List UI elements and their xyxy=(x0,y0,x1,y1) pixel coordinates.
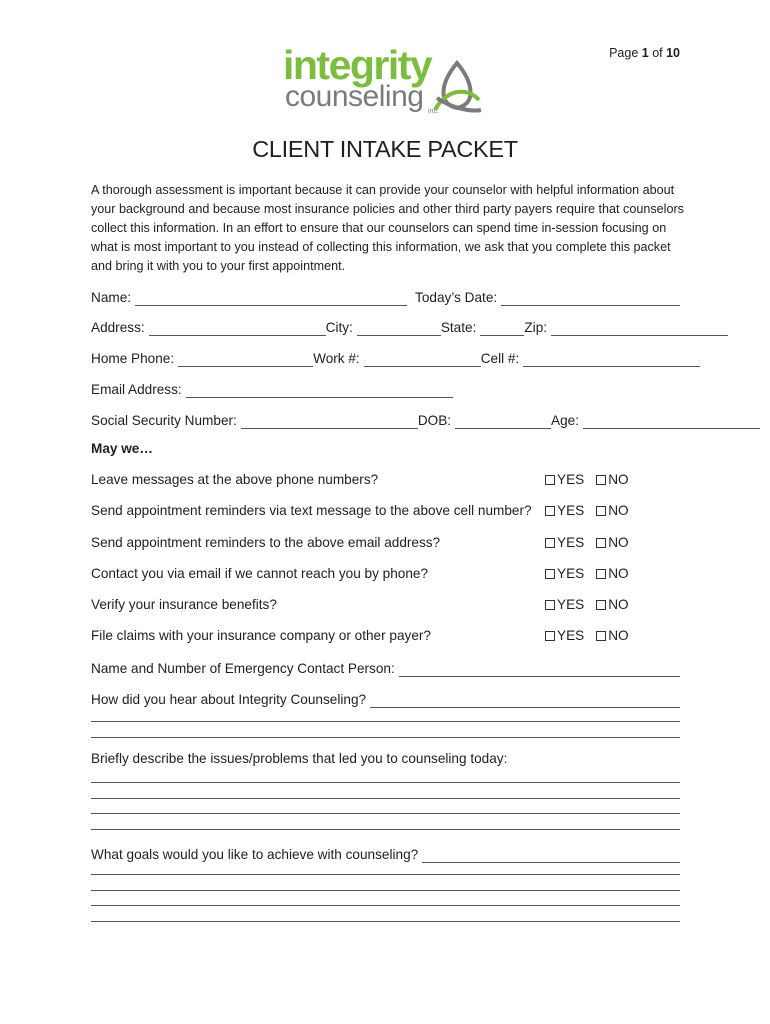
yes-checkbox[interactable] xyxy=(545,472,584,487)
page-number xyxy=(609,46,680,60)
yes-no-group xyxy=(545,535,641,550)
city-label: City: xyxy=(325,320,353,335)
row-email xyxy=(91,378,680,398)
age-label: Age: xyxy=(551,413,580,428)
yes-no-group xyxy=(545,566,641,581)
age-field[interactable] xyxy=(583,413,760,429)
no-label: NO xyxy=(608,535,629,550)
row-emergency xyxy=(91,657,680,677)
row-name-date xyxy=(91,286,680,306)
page-current: 1 xyxy=(641,46,649,60)
yes-label: YES xyxy=(557,566,585,581)
email-label: Email Address: xyxy=(91,382,182,397)
todays-date-label: Today’s Date: xyxy=(415,290,498,305)
no-label: NO xyxy=(608,472,629,487)
checkbox-icon xyxy=(545,506,555,516)
row-phones xyxy=(91,347,680,367)
checkbox-icon xyxy=(545,475,555,485)
goals-label: What goals would you like to achieve with counseling? xyxy=(91,847,419,862)
yes-label: YES xyxy=(557,597,585,612)
may-we-heading: May we… xyxy=(91,441,153,456)
cell-label: Cell #: xyxy=(480,351,520,366)
yes-no-group xyxy=(545,503,641,518)
no-checkbox[interactable] xyxy=(596,566,628,581)
cell-field[interactable] xyxy=(523,351,700,367)
question-file-claims: File claims with your insurance company or other payer? xyxy=(91,628,431,643)
yes-checkbox[interactable] xyxy=(545,535,584,550)
row-goals xyxy=(91,843,680,863)
document-title: CLIENT INTAKE PACKET xyxy=(252,136,518,162)
ssn-label: Social Security Number: xyxy=(91,413,237,428)
no-checkbox[interactable] xyxy=(596,628,628,643)
checkbox-icon xyxy=(596,600,606,610)
row-ssn xyxy=(91,409,680,429)
question-verify-insurance: Verify your insurance benefits? xyxy=(91,597,277,612)
yes-label: YES xyxy=(557,535,585,550)
intro-paragraph: A thorough assessment is important because it can provide your counselor with helpful information about your background and because most insurance policies and other third party payers require that counselors collect this information. In an effort to ensure that our counselors can spend time in-session focusing on what is most important to you instead of collecting this information, we ask that you complete this packet and bring it with you to your first appointment. xyxy=(91,183,684,273)
no-label: NO xyxy=(608,628,629,643)
yes-label: YES xyxy=(557,503,585,518)
state-label: State: xyxy=(440,320,477,335)
checkbox-icon xyxy=(596,538,606,548)
checkbox-icon xyxy=(545,600,555,610)
state-field[interactable] xyxy=(480,320,524,336)
name-field[interactable] xyxy=(135,290,407,306)
yes-checkbox[interactable] xyxy=(545,628,584,643)
logo-inc: inc. xyxy=(428,108,439,115)
home-phone-field[interactable] xyxy=(178,351,313,367)
heard-field-line-2[interactable] xyxy=(91,721,680,738)
goals-field-line-2[interactable] xyxy=(91,874,680,891)
question-email-contact: Contact you via email if we cannot reach you by phone? xyxy=(91,566,429,581)
trinity-knot-icon xyxy=(431,60,483,116)
checkbox-icon xyxy=(545,538,555,548)
question-text-reminders: Send appointment reminders via text message to the above cell number? xyxy=(91,503,532,518)
name-label: Name: xyxy=(91,290,132,305)
work-field[interactable] xyxy=(364,351,481,367)
checkbox-icon xyxy=(545,631,555,641)
dob-label: DOB: xyxy=(417,413,452,428)
yes-checkbox[interactable] xyxy=(545,566,584,581)
dob-field[interactable] xyxy=(455,413,551,429)
address-field[interactable] xyxy=(149,320,326,336)
yes-no-group xyxy=(545,472,641,487)
todays-date-field[interactable] xyxy=(501,290,680,306)
city-field[interactable] xyxy=(357,320,441,336)
yes-no-group xyxy=(545,628,641,643)
no-checkbox[interactable] xyxy=(596,503,628,518)
no-checkbox[interactable] xyxy=(596,472,628,487)
issues-field-line-2[interactable] xyxy=(91,813,680,830)
integrity-counseling-logo xyxy=(283,42,493,122)
email-field[interactable] xyxy=(186,382,453,398)
logo-word-integrity: integrity xyxy=(283,42,432,88)
yes-checkbox[interactable] xyxy=(545,503,584,518)
ssn-field[interactable] xyxy=(241,413,418,429)
row-address xyxy=(91,316,680,336)
zip-label: Zip: xyxy=(524,320,548,335)
checkbox-icon xyxy=(596,569,606,579)
heard-label: How did you hear about Integrity Counseling? xyxy=(91,692,367,707)
checkbox-icon xyxy=(596,506,606,516)
logo-word-counseling: counseling xyxy=(285,80,424,113)
no-label: NO xyxy=(608,597,629,612)
checkbox-icon xyxy=(596,631,606,641)
issues-label: Briefly describe the issues/problems that led you to counseling today: xyxy=(91,751,508,766)
issues-field-line-1[interactable] xyxy=(91,782,680,799)
work-label: Work #: xyxy=(313,351,360,366)
checkbox-icon xyxy=(596,475,606,485)
page-of: of xyxy=(648,46,667,60)
goals-field[interactable] xyxy=(422,847,680,863)
yes-label: YES xyxy=(557,628,585,643)
no-label: NO xyxy=(608,503,629,518)
yes-no-group xyxy=(545,597,641,612)
page-total: 10 xyxy=(666,46,680,60)
emergency-contact-field[interactable] xyxy=(399,661,680,677)
page-prefix: Page xyxy=(609,46,642,60)
question-email-reminders: Send appointment reminders to the above email address? xyxy=(91,535,441,550)
no-label: NO xyxy=(608,566,629,581)
no-checkbox[interactable] xyxy=(596,597,628,612)
checkbox-icon xyxy=(545,569,555,579)
row-heard xyxy=(91,688,680,708)
home-phone-label: Home Phone: xyxy=(91,351,175,366)
goals-field-line-3[interactable] xyxy=(91,905,680,922)
question-phone-messages: Leave messages at the above phone numbers? xyxy=(91,472,379,487)
emergency-label: Name and Number of Emergency Contact Person: xyxy=(91,661,395,676)
yes-label: YES xyxy=(557,472,585,487)
address-label: Address: xyxy=(91,320,145,335)
no-checkbox[interactable] xyxy=(596,535,628,550)
zip-field[interactable] xyxy=(551,320,728,336)
heard-field[interactable] xyxy=(370,692,680,708)
yes-checkbox[interactable] xyxy=(545,597,584,612)
